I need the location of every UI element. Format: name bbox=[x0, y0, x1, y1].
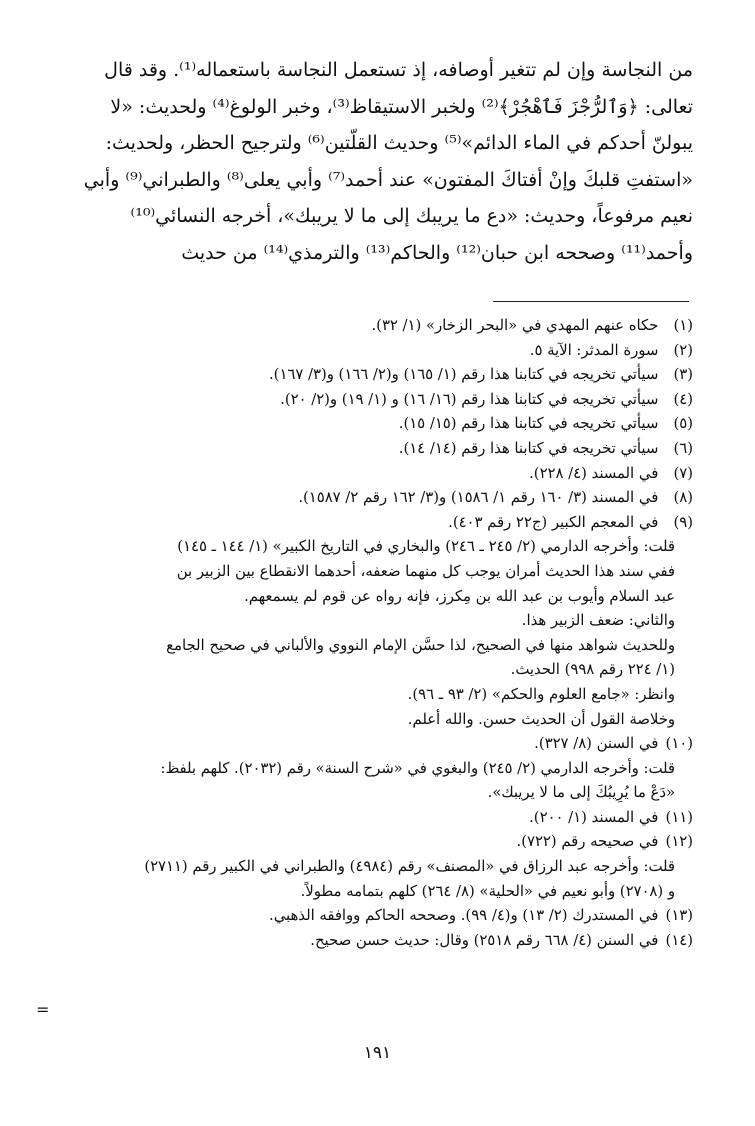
main-text-line: نعيم مرفوعاً، وحديث: «دع ما يريبك إلى ما لا يريبك»، أخرجه النسائي⁽¹⁰⁾ bbox=[130, 205, 693, 227]
footnote-number: (٢) bbox=[673, 341, 693, 359]
footnotes bbox=[60, 314, 693, 953]
main-text-line: تعالى: ﴿وَٱلرُّجْزَ فَٱهْجُرْ﴾⁽²⁾ ولخبر الاستيقاظ⁽³⁾، وخبر الولوغ⁽⁴⁾ ولحديث: «لا bbox=[110, 95, 693, 118]
footnote-number: (٨) bbox=[673, 489, 693, 507]
footnote-9-comment-line: والثاني: ضعف الزبير هذا. bbox=[521, 612, 675, 630]
footnote-text: سيأتي تخريجه في كتابنا هذا رقم (١/ ١٦٥) و(٢/ ١٦٦) و(٣/ ١٦٧). bbox=[268, 366, 659, 384]
footnote-2 bbox=[60, 339, 693, 364]
footnote-text: سورة المدثر: الآية ٥. bbox=[529, 341, 659, 359]
footnote-1 bbox=[60, 314, 693, 339]
footnote-11 bbox=[60, 806, 693, 831]
footnote-text: سيأتي تخريجه في كتابنا هذا رقم (١٦/ ١٦) و (١/ ١٩) و(٢/ ٢٠). bbox=[280, 390, 659, 408]
footnote-number: (٩) bbox=[673, 513, 693, 531]
footnote-text: سيأتي تخريجه في كتابنا هذا رقم (١٤/ ١٤). bbox=[398, 439, 659, 457]
footnote-7 bbox=[60, 462, 693, 487]
footnote-text: في السنن (٨/ ٣٢٧). bbox=[534, 735, 659, 753]
footnote-text: في المعجم الكبير (ج٢٢ رقم ٤٠٣). bbox=[448, 513, 659, 531]
footnote-10 bbox=[60, 732, 693, 757]
footnote-9-comment-line: وللحديث شواهد منها في الصحيح، لذا حسَّن الإمام النووي والألباني في صحيح الجامع bbox=[166, 636, 675, 654]
footnote-text: في المسند (٤/ ٢٢٨). bbox=[529, 464, 659, 482]
footnote-text: في المسند (٣/ ١٦٠ رقم ١/ ١٥٨٦) و(٣/ ١٦٢ رقم ٢/ ١٥٨٧). bbox=[298, 489, 659, 507]
footnote-10-comment-line: «دَعْ ما يُرِيبُكَ إلى ما لا يريبك». bbox=[487, 784, 675, 802]
footnote-9-comment-line: قلت: وأخرجه الدارمي (٢/ ٢٤٥ ـ ٢٤٦) والبخاري في التاريخ الكبير» (١/ ١٤٤ ـ ١٤٥) bbox=[177, 538, 675, 556]
footnote-3 bbox=[60, 363, 693, 388]
footnote-9-comment-line: ففي سند هذا الحديث أمران يوجب كل منهما ضعفه، أحدهما الانقطاع بين الزبير بن bbox=[176, 562, 675, 580]
main-text-line: «استفتِ قلبكَ وإنْ أفتاكَ المفتون» عند أحمد⁽⁷⁾ وأبي يعلى⁽⁸⁾ والطبراني⁽⁹⁾ وأبي bbox=[83, 168, 693, 191]
footnote-6 bbox=[60, 437, 693, 462]
footnote-12-comment-line: قلت: وأخرجه عبد الرزاق في «المصنف» رقم (٤٩٨٤) والطبراني في الكبير رقم (٢٧١١) bbox=[144, 858, 675, 876]
main-text-line: من النجاسة وإن لم تتغير أوصافه، إذ تستعمل النجاسة باستعماله⁽¹⁾. وقد قال bbox=[104, 59, 693, 81]
footnote-number: (١١) bbox=[665, 808, 693, 826]
footnote-number: (١) bbox=[673, 317, 693, 334]
footnote-text: في المستدرك (٢/ ١٣) و(٤/ ٩٩). وصححه الحاكم ووافقه الذهبي. bbox=[269, 907, 659, 925]
footnote-number: (٤) bbox=[673, 390, 693, 408]
footnote-text: سيأتي تخريجه في كتابنا هذا رقم (١٥/ ١٥). bbox=[398, 415, 659, 433]
footnote-12-comment-line: و (٢٧٠٨) وأبو نعيم في «الحلية» (٨/ ٢٦٤) كلهم بتمامه مطولاً. bbox=[300, 882, 675, 900]
footnote-5 bbox=[60, 412, 693, 437]
footnote-number: (١٢) bbox=[665, 833, 693, 851]
footnote-4 bbox=[60, 388, 693, 413]
footnote-13 bbox=[60, 904, 693, 929]
footnote-text: في صحيحه رقم (٧٢٢). bbox=[516, 833, 659, 851]
main-text-line: وأحمد⁽¹¹⁾ وصححه ابن حبان⁽¹²⁾ والحاكم⁽¹³⁾ والترمذي⁽¹⁴⁾ من حديث bbox=[181, 241, 693, 264]
footnote-9-comment-line: وانظر: «جامع العلوم والحكم» (٢/ ٩٣ ـ ٩٦). bbox=[407, 685, 675, 703]
footnote-9-comment-line: عبد السلام وأيوب بن عبد الله بن مِكرز، فإنه رواه عن قوم لم يسمعهم. bbox=[244, 587, 675, 605]
main-text bbox=[78, 52, 693, 271]
footnote-separator bbox=[493, 301, 689, 302]
footnote-14 bbox=[60, 929, 693, 954]
footnote-number: (٦) bbox=[673, 439, 693, 457]
footnote-text: في السنن (٤/ ٦٦٨ رقم ٢٥١٨) وقال: حديث حسن صحيح. bbox=[310, 931, 659, 949]
footnote-number: (٧) bbox=[673, 464, 693, 482]
footnote-number: (٥) bbox=[673, 415, 693, 433]
footnote-number: (١٣) bbox=[665, 907, 693, 925]
footnote-9-comment-line: وخلاصة القول أن الحديث حسن. والله أعلم. bbox=[407, 710, 675, 728]
footnote-number: (٣) bbox=[673, 366, 693, 384]
footnote-text: في المسند (١/ ٢٠٠). bbox=[529, 808, 659, 826]
page-number: ١٩١ bbox=[363, 1043, 392, 1063]
footnote-10-comment-line: قلت: وأخرجه الدارمي (٢/ ٢٤٥) والبغوي في «شرح السنة» رقم (٢٠٣٢). كلهم بلفظ: bbox=[160, 759, 675, 777]
footnote-text: حكاه عنهم المهدي في «البحر الزخار» (١/ ٣٢). bbox=[371, 317, 659, 334]
footnote-12 bbox=[60, 830, 693, 855]
footnote-9-comment-line: (١/ ٢٢٤ رقم ٩٩٨) الحديث. bbox=[510, 661, 675, 679]
footnote-number: (١٠) bbox=[665, 735, 693, 753]
main-text-line: يبولنّ أحدكم في الماء الدائم»⁽⁵⁾ وحديث القلّتين⁽⁶⁾ ولترجيح الحظر، ولحديث: bbox=[105, 132, 693, 154]
footnote-8 bbox=[60, 486, 693, 511]
continuation-mark: = bbox=[36, 1000, 50, 1019]
footnote-number: (١٤) bbox=[665, 931, 693, 949]
footnote-9 bbox=[60, 511, 693, 536]
